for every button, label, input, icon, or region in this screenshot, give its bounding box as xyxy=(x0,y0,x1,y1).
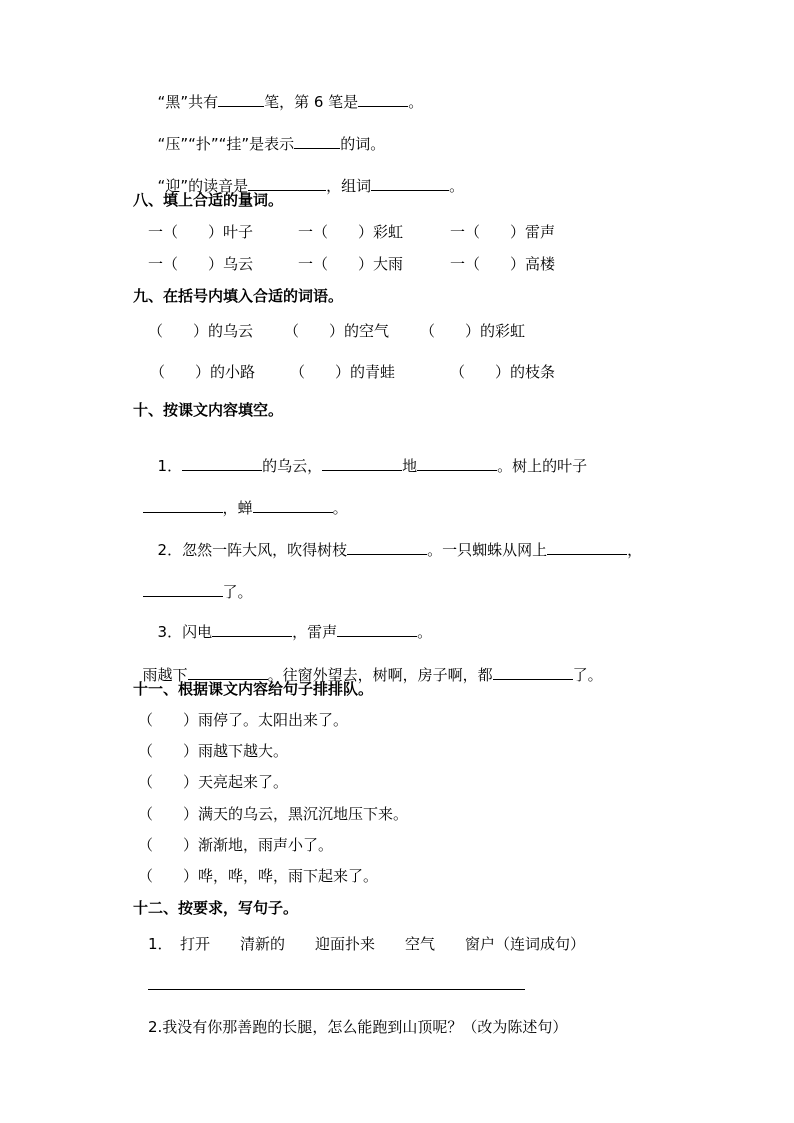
order-item[interactable]: （ ）满天的乌云，黑沉沉地压下来。 xyxy=(138,805,409,823)
text: 。 xyxy=(332,499,348,517)
section-8-title: 八、填上合适的量词。 xyxy=(133,191,284,209)
text: “迎”的读音是 xyxy=(157,177,249,195)
section-10-title: 十、按课文内容填空。 xyxy=(133,401,284,419)
answer-blank[interactable] xyxy=(188,665,268,680)
text: 笔，第 6 笔是 xyxy=(264,93,359,111)
fill-word-item[interactable]: （ ）的小路 xyxy=(150,363,256,381)
text: 。 xyxy=(449,177,465,195)
answer-blank[interactable] xyxy=(143,582,223,597)
answer-blank[interactable] xyxy=(212,622,292,637)
text: 的乌云， xyxy=(262,457,323,475)
text: 的词。 xyxy=(340,135,386,153)
fill-word-item[interactable]: （ ）的枝条 xyxy=(450,363,556,381)
question-hei-strokes xyxy=(148,72,423,112)
text: 了。 xyxy=(222,583,253,601)
sentence-task-1: 1． 打开 清新的 迎面扑来 空气 窗户（连词成句） xyxy=(148,935,586,953)
text-fill-line-5 xyxy=(148,602,432,642)
text: 。往窗外望去，树啊，房子啊，都 xyxy=(267,666,493,684)
order-item[interactable]: （ ）渐渐地，雨声小了。 xyxy=(138,836,334,854)
text-fill-line-3 xyxy=(148,520,642,560)
answer-blank[interactable] xyxy=(417,456,497,471)
measure-word-item[interactable]: 一（ ）彩虹 xyxy=(298,223,404,241)
text: 雨越下 xyxy=(142,666,188,684)
measure-word-item[interactable]: 一（ ）高楼 xyxy=(450,255,556,273)
sentence-task-2: 2.我没有你那善跑的长腿，怎么能跑到山顶呢？（改为陈述句） xyxy=(148,1018,568,1036)
section-9-title: 九、在括号内填入合适的词语。 xyxy=(133,287,344,305)
fill-word-item[interactable]: （ ）的空气 xyxy=(284,322,390,340)
fill-word-item[interactable]: （ ）的青蛙 xyxy=(290,363,396,381)
fill-word-item[interactable]: （ ）的彩虹 xyxy=(420,322,526,340)
text: 2．忽然一阵大风，吹得树枝 xyxy=(157,541,348,559)
text: ，雷声 xyxy=(292,623,338,641)
text: 3．闪电 xyxy=(157,623,213,641)
answer-blank[interactable] xyxy=(337,622,417,637)
order-item[interactable]: （ ）天亮起来了。 xyxy=(138,773,289,791)
answer-blank[interactable] xyxy=(182,456,262,471)
text: “压”“扑”“挂”是表示 xyxy=(157,135,295,153)
order-item[interactable]: （ ）雨停了。太阳出来了。 xyxy=(138,711,349,729)
question-ya-pu-gua xyxy=(148,114,385,154)
text: 。树上的叶子 xyxy=(497,457,588,475)
text-fill-line-2 xyxy=(133,478,348,518)
answer-blank[interactable] xyxy=(358,92,408,107)
text: ，蝉 xyxy=(222,499,253,517)
answer-line[interactable] xyxy=(148,989,525,990)
measure-word-item[interactable]: 一（ ）雷声 xyxy=(450,223,556,241)
text: 地 xyxy=(402,457,418,475)
text: 1． xyxy=(157,457,183,475)
section-11-title: 十一、根据课文内容给句子排排队。 xyxy=(133,680,374,698)
answer-blank[interactable] xyxy=(371,176,449,191)
answer-blank[interactable] xyxy=(347,540,427,555)
order-item[interactable]: （ ）哗，哗，哗，雨下起来了。 xyxy=(138,867,379,885)
measure-word-item[interactable]: 一（ ）叶子 xyxy=(148,223,254,241)
answer-blank[interactable] xyxy=(547,540,627,555)
measure-word-item[interactable]: 一（ ）大雨 xyxy=(298,255,404,273)
fill-word-item[interactable]: （ ）的乌云 xyxy=(148,322,254,340)
text: “黑”共有 xyxy=(157,93,219,111)
text-fill-line-4 xyxy=(133,562,253,602)
text: ，组词 xyxy=(326,177,372,195)
section-12-title: 十二、按要求，写句子。 xyxy=(133,899,299,917)
measure-word-item[interactable]: 一（ ）乌云 xyxy=(148,255,254,273)
text: ， xyxy=(627,541,643,559)
answer-blank[interactable] xyxy=(143,498,223,513)
text: 。 xyxy=(417,623,433,641)
order-item[interactable]: （ ）雨越下越大。 xyxy=(138,742,289,760)
text: 。一只蜘蛛从网上 xyxy=(427,541,548,559)
answer-blank[interactable] xyxy=(493,665,573,680)
text: 了。 xyxy=(572,666,603,684)
answer-blank[interactable] xyxy=(294,134,340,149)
text-fill-line-1 xyxy=(148,436,587,476)
answer-blank[interactable] xyxy=(218,92,264,107)
text: 。 xyxy=(408,93,424,111)
answer-blank[interactable] xyxy=(253,498,333,513)
answer-blank[interactable] xyxy=(322,456,402,471)
answer-blank[interactable] xyxy=(248,176,326,191)
